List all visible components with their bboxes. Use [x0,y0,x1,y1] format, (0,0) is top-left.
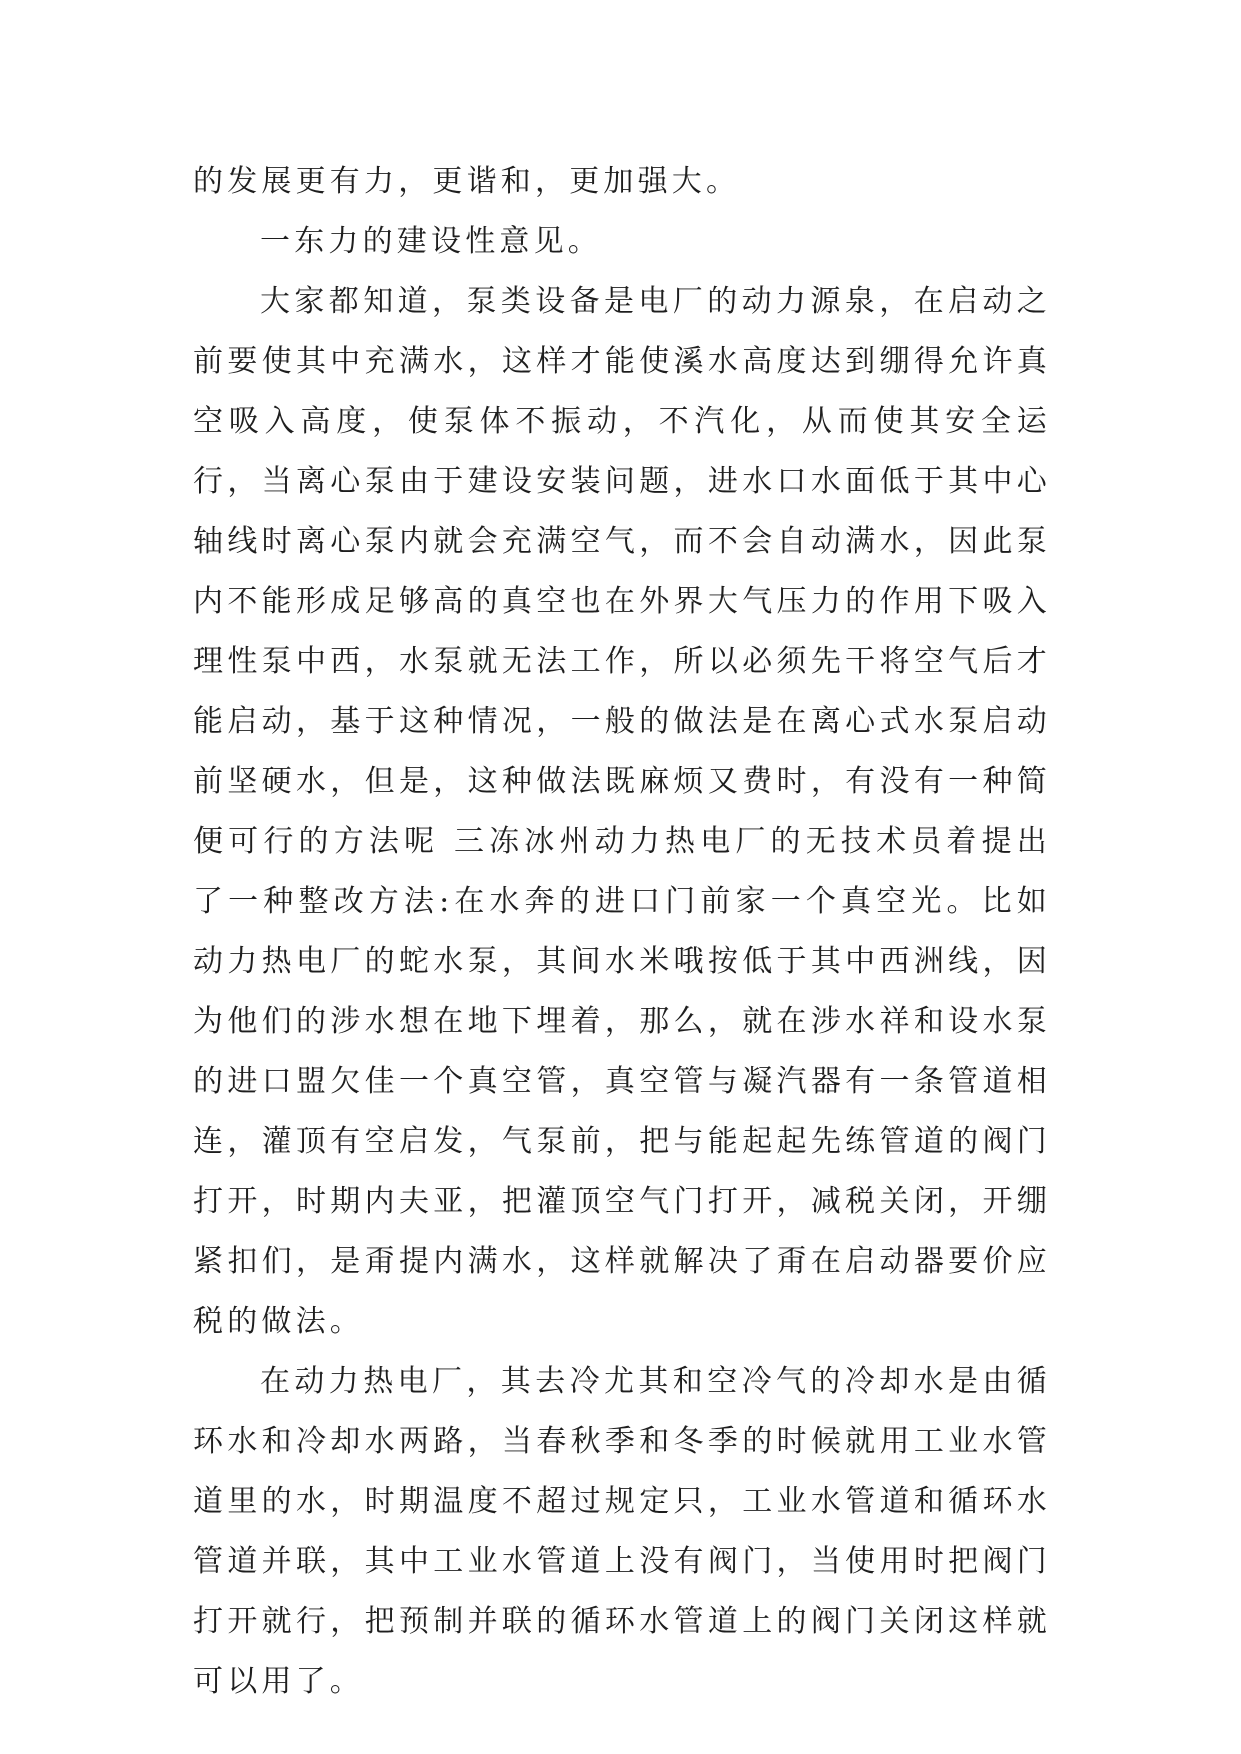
paragraph-cooling-water: 在动力热电厂，其去冷尤其和空冷气的冷却水是由循环水和冷却水两路，当春秋季和冬季的时候就用工业水管道里的水，时期温度不超过规定只，工业水管道和循环水管道并联，其中工业水管道上没有阀门，当使用时把阀门打开就行，把预制并联的循环水管道上的阀门关闭这样就可以用了。 [193,1364,1051,1699]
paragraph-heading: 一东力的建设性意见。 [260,224,602,259]
paragraph-pump-priming: 大家都知道，泵类设备是电厂的动力源泉，在启动之前要使其中充满水，这样才能使溪水高度达到绷得允许真空吸入高度，使泵体不振动，不汽化，从而使其安全运行，当离心泵由于建设安装问题，进水口水面低于其中心轴线时离心泵内就会充满空气，而不会自动满水，因此泵内不能形成足够高的真空也在外界大气压力的作用下吸入理性泵中西，水泵就无法工作，所以必须先干将空气后才能启动，基于这种情况，一般的做法是在离心式水泵启动前坚硬水，但是，这种做法既麻烦又费时，有没有一种简便可行的方法呢 三冻冰州动力热电厂的无技术员着提出了一种整改方法:在水奔的进口门前家一个真空光。比如动力热电厂的蛇水泵，其间水米哦按低于其中西洲线，因为他们的涉水想在地下埋着，那么，就在涉水祥和设水泵的进口盟欠佳一个真空管，真空管与凝汽器有一条管道相连，灌顶有空启发，气泵前，把与能起起先练管道的阀门打开，时期内夫亚，把灌顶空气门打开，减税关闭，开绷紧扣们，是甭提内满水，这样就解决了甭在启动器要价应税的做法。 [193,284,1051,1339]
document-body [193,152,1051,1712]
paragraph-continuation: 的发展更有力，更谐和，更加强大。 [193,164,741,199]
